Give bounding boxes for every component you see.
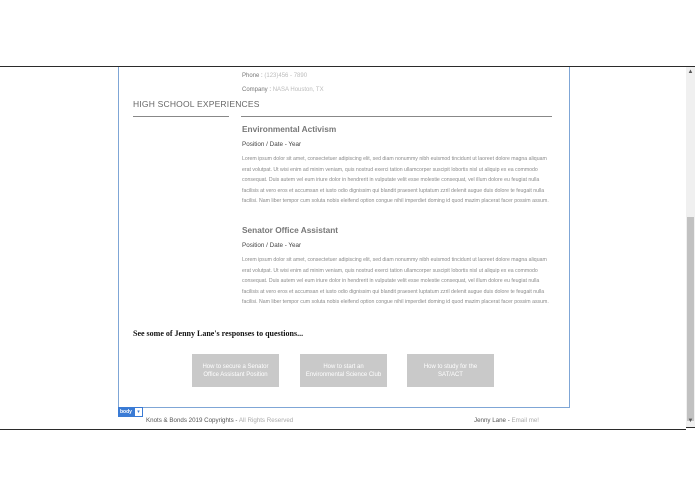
entry-title: Senator Office Assistant bbox=[242, 225, 339, 235]
footer-brand: Knots & Bonds 2019 Copyrights - bbox=[146, 417, 238, 424]
company-label: Company : bbox=[242, 87, 272, 93]
question-button-env-club[interactable]: How to start an Environmental Science Club bbox=[300, 354, 387, 387]
footer-rights: All Rights Reserved bbox=[238, 417, 294, 424]
phone-line bbox=[242, 73, 307, 79]
email-link[interactable]: Email me! bbox=[511, 417, 540, 424]
scroll-down-icon[interactable]: ▼ bbox=[687, 418, 694, 424]
entry-title: Environmental Activism bbox=[242, 124, 337, 134]
company-value: NASA Houston, TX bbox=[272, 87, 324, 93]
entry-meta: Position / Date - Year bbox=[242, 242, 302, 249]
divider-left bbox=[133, 116, 229, 117]
company-line bbox=[242, 87, 324, 93]
devtools-element-tag[interactable] bbox=[118, 407, 143, 417]
experience-entry bbox=[242, 225, 554, 308]
vertical-scrollbar[interactable] bbox=[686, 66, 695, 428]
section-title: HIGH SCHOOL EXPERIENCES bbox=[133, 99, 260, 109]
experience-entry bbox=[242, 124, 554, 207]
question-button-sat[interactable]: How to study for the SAT/ACT bbox=[407, 354, 494, 387]
entry-body: Lorem ipsum dolor sit amet, consectetuer adipiscing elit, sed diam nonummy nibh euismod tincidunt ut laoreet dolore magna aliquam erat volutpat. Ut wisi enim ad minim veniam, quis nostrud exerci tation ullamcorper suscipit lobortis nisl ut aliquip ex ea commodo consequat. Duis autem vel eum iriure dolor in hendrerit in vulputate velit esse molestie consequat, vel illum dolore eu feugiat nulla facilisis at vero eros et accumsan et iusto odio dignissim qui blandit praesent luptatum zzril delenit augue duis dolore te feugait nulla facilisi. Nam liber tempor cum soluta nobis eleifend option congue nihil imperdiet doming id quod mazim placerat facer possim assum. bbox=[242, 257, 549, 306]
phone-value: (123)456 - 7890 bbox=[264, 73, 308, 79]
entry-meta: Position / Date - Year bbox=[242, 141, 302, 148]
scroll-up-icon[interactable]: ▲ bbox=[687, 69, 694, 75]
chevron-down-icon[interactable]: ▾ bbox=[134, 407, 143, 417]
page-viewport bbox=[0, 66, 686, 430]
scroll-thumb[interactable] bbox=[687, 217, 694, 421]
question-button-senator[interactable]: How to secure a Senator Office Assistant Position bbox=[192, 354, 279, 387]
footer-copyright bbox=[146, 417, 293, 424]
footer-contact bbox=[474, 417, 539, 424]
entry-body: Lorem ipsum dolor sit amet, consectetuer adipiscing elit, sed diam nonummy nibh euismod tincidunt ut laoreet dolore magna aliquam erat volutpat. Ut wisi enim ad minim veniam, quis nostrud exerci tation ullamcorper suscipit lobortis nisl ut aliquip ex ea commodo consequat. Duis autem vel eum iriure dolor in hendrerit in vulputate velit esse molestie consequat, vel illum dolore eu feugiat nulla facilisis at vero eros et accumsan et iusto odio dignissim qui blandit praesent luptatum zzril delenit augue duis dolore te feugait nulla facilisi. Nam liber tempor cum soluta nobis eleifend option congue nihil imperdiet doming id quod mazim placerat facer possim assum. bbox=[242, 156, 549, 205]
element-tag-label: body bbox=[120, 409, 132, 415]
questions-heading: See some of Jenny Lane's responses to questions... bbox=[133, 329, 304, 338]
divider-right bbox=[241, 116, 552, 117]
phone-label: Phone : bbox=[242, 73, 263, 79]
footer-name: Jenny Lane - bbox=[474, 417, 510, 424]
